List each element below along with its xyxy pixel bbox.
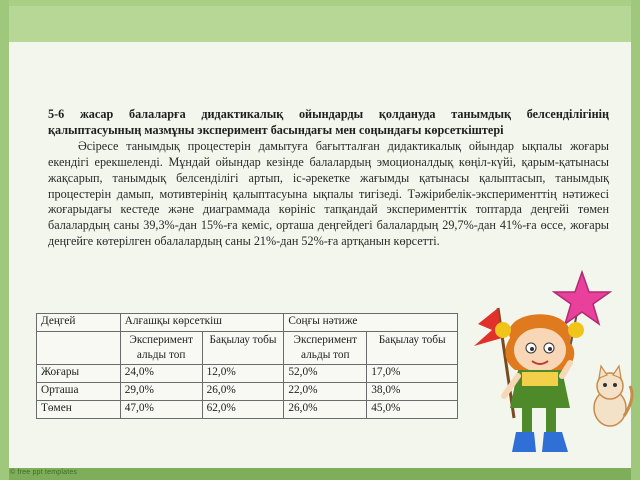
table-row bbox=[37, 383, 458, 401]
header-level: Деңгей bbox=[37, 314, 121, 332]
table-header-row bbox=[37, 314, 458, 332]
cell-value: 12,0% bbox=[202, 365, 284, 383]
cell-value: 38,0% bbox=[367, 383, 458, 401]
table-subheader-row bbox=[37, 332, 458, 365]
heading: 5-6 жасар балаларға дидактикалық ойындарды қолдануда танымдық белсенділігінің қалыптасуының мазмұны эксперимент басындағы мен соңындағы көрсеткіштері bbox=[48, 107, 609, 137]
header-initial: Алғашқы көрсеткіш bbox=[120, 314, 284, 332]
results-table bbox=[36, 313, 458, 419]
text-block bbox=[48, 107, 609, 250]
cell-value: 26,0% bbox=[284, 401, 367, 419]
subheader-control-initial: Бақылау тобы bbox=[202, 332, 284, 365]
cell-value: 29,0% bbox=[120, 383, 202, 401]
cell-value: 26,0% bbox=[202, 383, 284, 401]
cell-value: 17,0% bbox=[367, 365, 458, 383]
footer-text: © free ppt templates bbox=[10, 469, 78, 476]
cell-value: 47,0% bbox=[120, 401, 202, 419]
cell-value: 62,0% bbox=[202, 401, 284, 419]
top-frame-band bbox=[9, 6, 631, 42]
child-with-star-illustration bbox=[470, 268, 638, 458]
row-level: Төмен bbox=[37, 401, 121, 419]
table-row bbox=[37, 365, 458, 383]
body-paragraph: Әсіресе танымдық процестерін дамытуға бағытталған дидактикалық ойындар ықпалы жоғары екендігі ерекшеленді. Мұндай ойындар кезінде балалардың эмоционалдық көңіл-күйі, қарым-қатынасы жақсарып, танымдық белсенділігі артып, іс-әрекетке жағымды қатынасы қалыптасып, танымдық процестерін дамып, мотивтерінің қалыптасуына ықпалы тигізеді. Тәжірибелік-эксперименттің нәтижесі жоғарыдағы кестеде және диаграммада көрініс тапқандай эксперименттік топтарда деңгейі төмен балалардың саны 39,3%-дан 15%-ға кеміс, орташа деңгейдегі балалардың 29,7%-дан 41%-ға өссе, жоғары деңгейге көтерілген обалалардың саны 21%-дан 52%-ға артқанын көрсетті. bbox=[48, 138, 609, 249]
cat-figure bbox=[594, 366, 632, 426]
table-row bbox=[37, 401, 458, 419]
row-level: Орташа bbox=[37, 383, 121, 401]
row-level: Жоғары bbox=[37, 365, 121, 383]
subheader-experiment-initial: Эксперимент альды топ bbox=[120, 332, 202, 365]
cell-value: 24,0% bbox=[120, 365, 202, 383]
header-final: Соңғы нәтиже bbox=[284, 314, 458, 332]
left-frame-band bbox=[0, 0, 9, 480]
cell-value: 52,0% bbox=[284, 365, 367, 383]
subheader-empty bbox=[37, 332, 121, 365]
bottom-frame-band bbox=[9, 468, 631, 480]
subheader-experiment-final: Эксперимент альды топ bbox=[284, 332, 367, 365]
cell-value: 22,0% bbox=[284, 383, 367, 401]
cell-value: 45,0% bbox=[367, 401, 458, 419]
subheader-control-final: Бақылау тобы bbox=[367, 332, 458, 365]
